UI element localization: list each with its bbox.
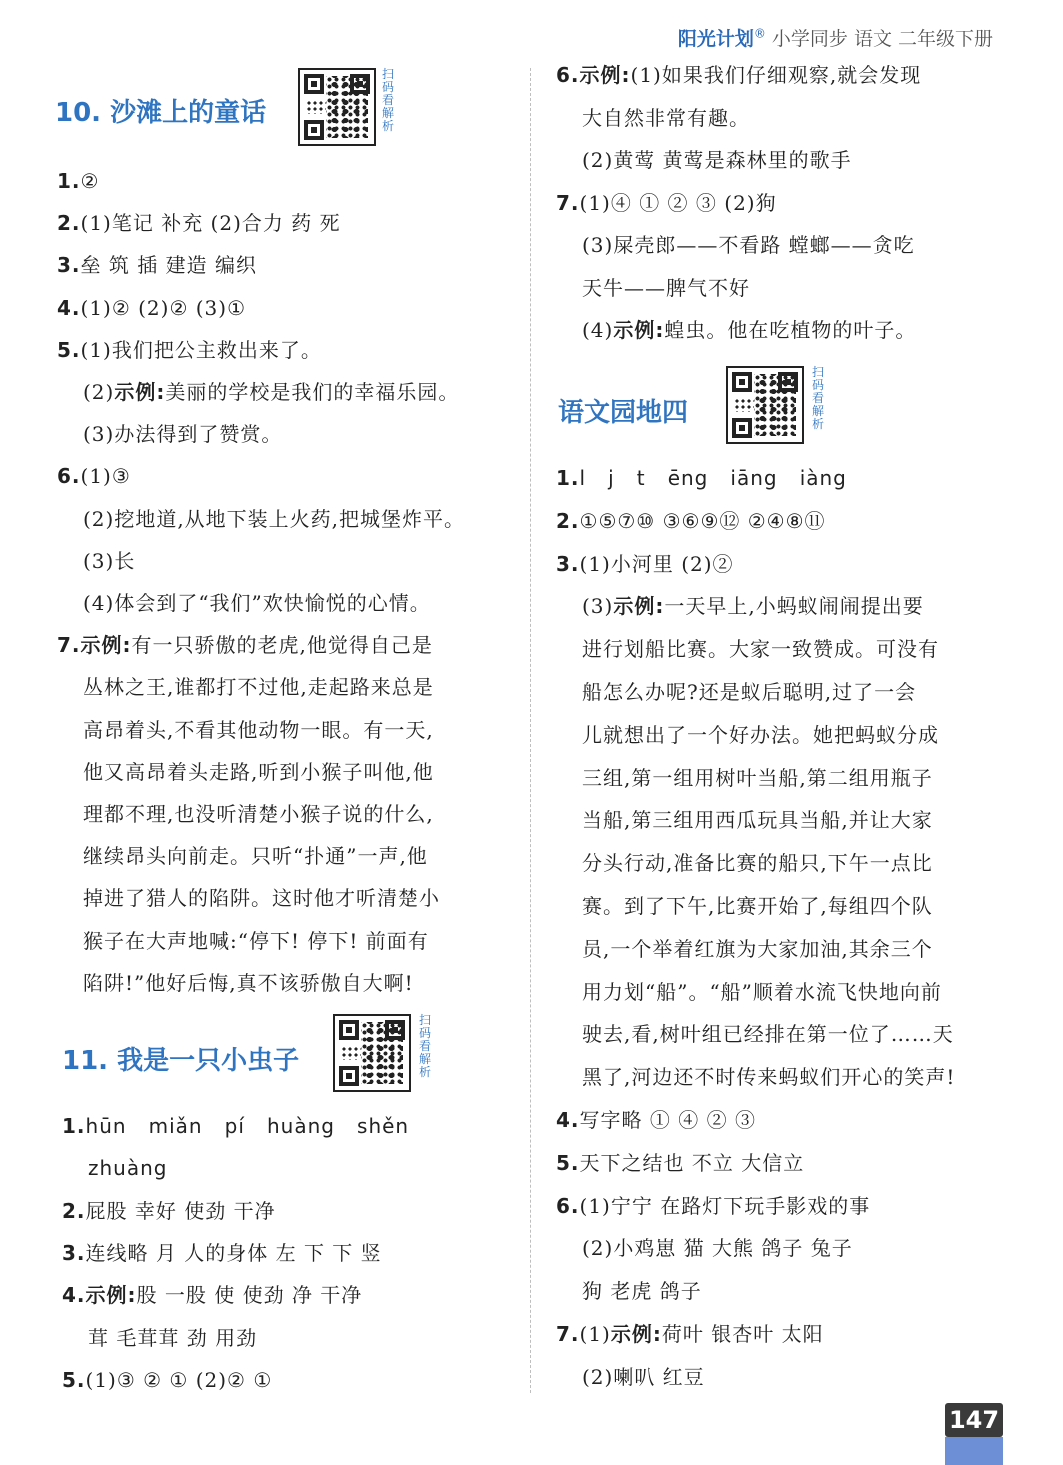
answer-text: 大自然非常有趣。 (582, 105, 750, 130)
scan-hint: 扫 码 看 解 析 (381, 67, 394, 133)
example-label: 示例: (613, 594, 665, 619)
answer-text: (1)小河里 (2)② (579, 551, 734, 576)
answer-line (83, 759, 434, 785)
answer-text: (2)黄莺 黄莺是森林里的歌手 (582, 148, 852, 172)
answer-line (62, 1367, 272, 1393)
section-title-10: 10. 沙滩上的童话 (55, 98, 267, 128)
qr-code-icon[interactable] (333, 1014, 411, 1092)
example-label: 示例: (610, 1322, 662, 1346)
answer-line (556, 1150, 804, 1176)
example-label: 示例: (613, 318, 665, 342)
answer-text: 连线略 月 人的身体 左 下 下 竖 (85, 1240, 382, 1265)
sub-item-number: (3) (582, 594, 614, 619)
answer-text: (1)③ ② ① (2)② ① (85, 1367, 273, 1392)
example-label: 示例: (80, 633, 132, 658)
answer-line (582, 765, 933, 791)
answer-line (582, 147, 852, 173)
answer-text: (2)喇叭 红豆 (582, 1364, 705, 1389)
answer-text: ①⑤⑦⑩ ③⑥⑨⑫ ②④⑧⑪ (579, 508, 826, 533)
qr-code-icon[interactable] (726, 366, 804, 444)
answer-text: 有一只骄傲的老虎,他觉得自己是 (131, 633, 433, 658)
column-divider (530, 68, 531, 1393)
answer-text: 美丽的学校是我们的幸福乐园。 (165, 380, 460, 404)
answer-line (582, 317, 916, 343)
answer-text: 股 一股 使 使劲 净 干净 (136, 1283, 363, 1308)
answer-line (582, 979, 942, 1005)
answer-text: (1)③ (80, 464, 131, 489)
section-title-garden: 语文园地四 (558, 398, 689, 428)
answer-line (582, 232, 915, 258)
answer-line (582, 1364, 705, 1390)
answer-line (582, 936, 933, 962)
answer-line (582, 893, 933, 919)
answer-line (83, 717, 434, 743)
answer-line (582, 1021, 954, 1047)
answer-text: 垒 筑 插 建造 编织 (80, 253, 257, 278)
example-label: 示例: (114, 380, 166, 404)
answer-line (582, 1278, 702, 1304)
answer-line (57, 632, 433, 658)
answer-text: (3)办法得到了赞赏。 (83, 422, 283, 447)
question-number: 7. (57, 633, 81, 658)
answer-text: 当船,第三组用西瓜玩具当船,并让大家 (582, 808, 933, 833)
question-number: 1. (57, 169, 81, 193)
answer-text: 赛。到了下午,比赛开始了,每组四个队 (582, 894, 933, 918)
question-number: 3. (556, 551, 580, 576)
page-tab (945, 1437, 1003, 1465)
question-number: 2. (62, 1198, 86, 1223)
question-number: 2. (57, 211, 81, 236)
answer-line (582, 1064, 955, 1090)
answer-line (57, 252, 257, 278)
answer-line (62, 1282, 362, 1308)
answer-line (556, 508, 826, 534)
answer-line (83, 801, 434, 827)
sub-item-number: (2) (83, 380, 115, 404)
question-number: 4. (57, 295, 81, 320)
question-number: 1. (556, 466, 580, 490)
answer-line (556, 62, 921, 88)
answer-text: 陷阱!”他好后悔,真不该骄傲自大啊! (83, 970, 414, 995)
sub-item-number: (4) (582, 318, 614, 342)
answer-line (556, 551, 734, 577)
answer-line (83, 590, 431, 616)
question-number: 6. (556, 1193, 580, 1218)
answer-line (556, 1107, 756, 1133)
scan-hint: 扫 码 看 解 析 (811, 365, 824, 431)
answer-text: 猴子在大声地喊:“停下! 停下! 前面有 (83, 928, 429, 953)
answer-line (83, 674, 434, 700)
answer-text: 茸 毛茸茸 劲 用劲 (88, 1325, 258, 1350)
pinyin-text: l j t ēng iāng iàng (579, 466, 847, 490)
answer-text: (1)宁宁 在路灯下玩手影戏的事 (579, 1193, 871, 1218)
scan-hint: 扫 码 看 解 析 (418, 1013, 431, 1079)
answer-line (582, 850, 933, 876)
answer-text: 继续昂头向前走。只听“扑通”一声,他 (83, 844, 428, 869)
answer-text: (3)屎壳郎——不看路 螳螂——贪吃 (582, 233, 915, 257)
answer-text: (1)我们把公主救出来了。 (80, 337, 322, 362)
answer-text: 屁股 幸好 使劲 干净 (85, 1198, 276, 1223)
example-label: 示例: (85, 1283, 137, 1308)
question-number: 7. (556, 1322, 580, 1346)
answer-line (62, 1198, 276, 1224)
answer-text: 船怎么办呢?还是蚁后聪明,过了一会 (582, 680, 917, 704)
answer-line (582, 105, 750, 131)
question-number: 3. (57, 253, 81, 278)
question-number: 2. (556, 508, 580, 533)
question-number: 5. (556, 1150, 580, 1175)
answer-line (582, 1235, 853, 1261)
answer-text: (2)挖地道,从地下装上火药,把城堡炸平。 (83, 506, 466, 531)
answer-line (556, 190, 777, 216)
answer-line (57, 463, 131, 489)
answer-line (62, 1113, 409, 1139)
answer-text: 一天早上,小蚂蚁闹闹提出要 (664, 594, 924, 619)
answer-line (57, 210, 341, 236)
question-number: 6. (57, 464, 81, 489)
answer-text: 驶去,看,树叶组已经排在第一位了……天 (582, 1022, 954, 1047)
question-number: 3. (62, 1240, 86, 1265)
answer-text: 员,一个举着红旗为大家加油,其余三个 (582, 936, 933, 961)
answer-line (582, 593, 924, 619)
answer-line (57, 168, 99, 194)
answer-line (582, 636, 939, 662)
answer-text: (1)如果我们仔细观察,就会发现 (630, 63, 922, 87)
pinyin-text: zhuàng (88, 1156, 168, 1181)
question-number: 6. (556, 63, 580, 87)
question-number: 7. (556, 190, 580, 215)
answer-text: 进行划船比赛。大家一致赞成。可没有 (582, 637, 939, 662)
answer-line (556, 465, 847, 491)
answer-text: (1)② (2)② (3)① (80, 295, 247, 320)
answer-line (83, 843, 428, 869)
answer-text: 高昂着头,不看其他动物一眼。有一天, (83, 717, 434, 742)
answer-text: ② (80, 169, 100, 193)
answer-text: 理都不理,也没听清楚小猴子说的什么, (83, 802, 434, 826)
answer-text: 荷叶 银杏叶 太阳 (661, 1322, 824, 1346)
answer-line (62, 1240, 382, 1266)
answer-line (83, 928, 429, 954)
answer-line (83, 506, 465, 532)
answer-text: 天下之结也 不立 大信立 (579, 1150, 805, 1175)
book-subtitle: 小学同步 语文 二年级下册 (771, 28, 993, 50)
pinyin-text: hūn miǎn pí huàng shěn (85, 1114, 410, 1138)
answer-text: (4)体会到了“我们”欢快愉悦的心情。 (83, 591, 431, 615)
running-header (678, 24, 993, 51)
answer-line (83, 421, 282, 447)
question-number: 5. (62, 1367, 86, 1392)
qr-code-icon[interactable] (298, 68, 376, 146)
answer-text: 丛林之王,谁都打不过他,走起路来总是 (83, 675, 434, 700)
answer-text: 三组,第一组用树叶当船,第二组用瓶子 (582, 765, 933, 790)
answer-text: 他又高昂着头走路,听到小猴子叫他,他 (83, 759, 434, 784)
answer-text: (1)④ ① ② ③ (2)狗 (579, 190, 777, 215)
answer-line (582, 275, 750, 301)
answer-text: 掉进了猎人的陷阱。这时他才听清楚小 (83, 886, 440, 911)
answer-line (83, 970, 414, 996)
answer-line (582, 722, 939, 748)
example-label: 示例: (579, 63, 631, 87)
sub-item-number: (1) (579, 1322, 611, 1346)
answer-line (88, 1325, 257, 1351)
answer-text: (3)长 (83, 548, 136, 573)
answer-text: 用力划“船”。“船”顺着水流飞快地向前 (582, 979, 942, 1004)
brand-name: 阳光计划 (677, 28, 754, 50)
page-number: 147 (945, 1403, 1003, 1437)
question-number: 4. (556, 1108, 580, 1132)
answer-text: 分头行动,准备比赛的船只,下午一点比 (582, 851, 933, 876)
answer-line (88, 1155, 167, 1181)
question-number: 1. (62, 1114, 86, 1138)
answer-line (57, 337, 322, 363)
answer-line (582, 807, 933, 833)
answer-text: 黑了,河边还不时传来蚂蚁们开心的笑声! (582, 1065, 956, 1090)
answer-line (582, 679, 916, 705)
answer-text: 蝗虫。他在吃植物的叶子。 (664, 318, 917, 342)
answer-line (83, 885, 440, 911)
section-title-11: 11. 我是一只小虫子 (62, 1046, 300, 1076)
registered-mark: ® (753, 26, 766, 41)
answer-line (83, 379, 459, 405)
answer-line (556, 1321, 824, 1347)
answer-text: 写字略 ① ④ ② ③ (579, 1108, 756, 1132)
answer-line (556, 1193, 870, 1219)
answer-text: (2)小鸡崽 猫 大熊 鸽子 兔子 (582, 1236, 853, 1261)
answer-line (57, 295, 246, 321)
answer-text: 天牛——脾气不好 (582, 275, 750, 300)
answer-line (83, 548, 135, 574)
question-number: 4. (62, 1283, 86, 1308)
answer-text: 儿就想出了一个好办法。她把蚂蚁分成 (582, 722, 939, 747)
question-number: 5. (57, 337, 81, 362)
answer-text: 狗 老虎 鸽子 (582, 1279, 702, 1304)
answer-text: (1)笔记 补充 (2)合力 药 死 (80, 211, 341, 236)
